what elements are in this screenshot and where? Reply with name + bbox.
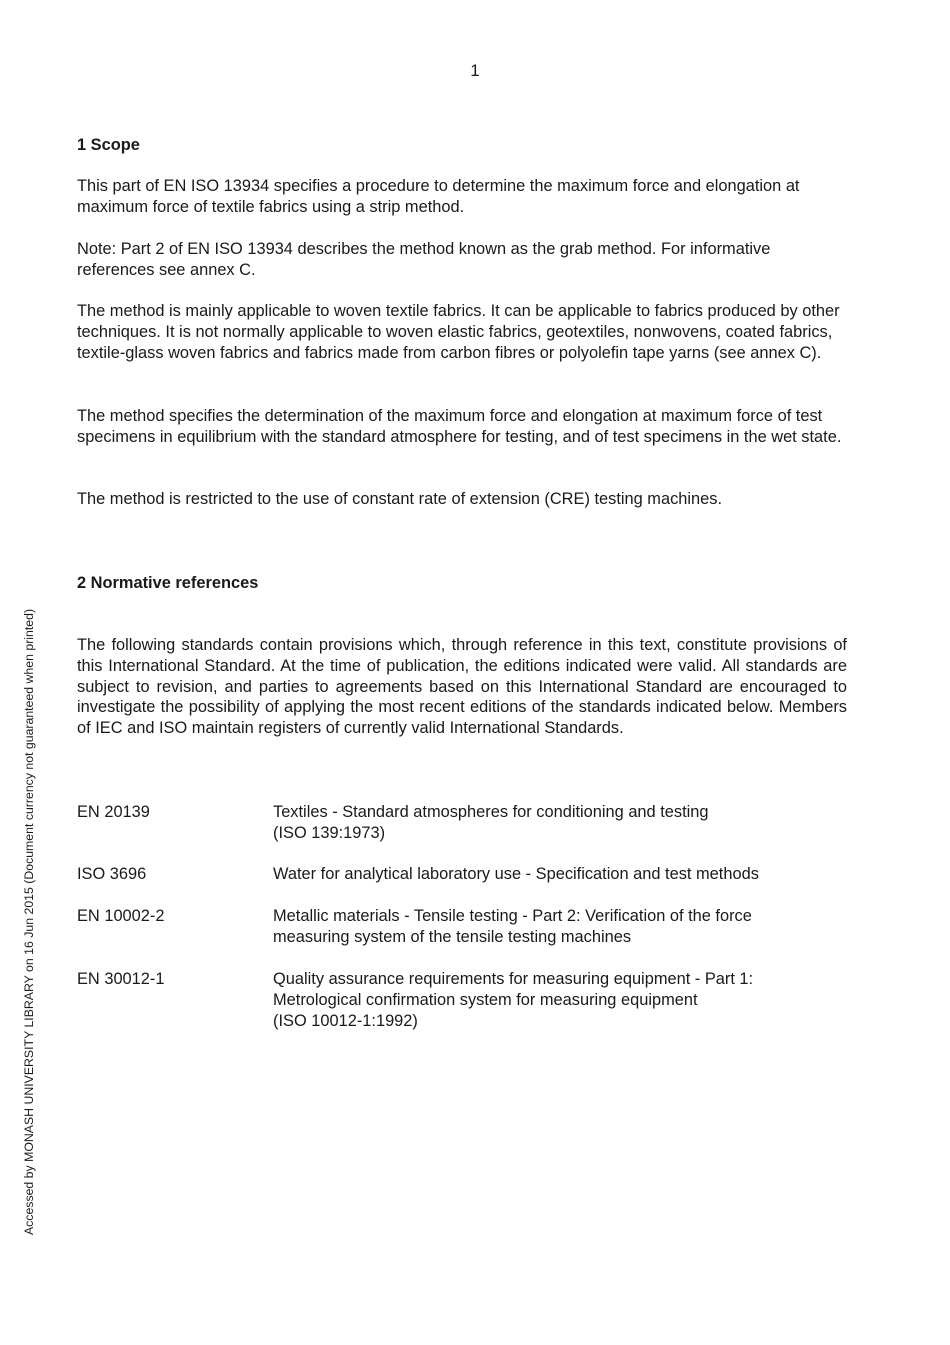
reference-title: Metallic materials - Tensile testing - Part 2: Verification of the force measuring system of the tensile testing machines [273, 907, 752, 946]
reference-code: EN 10002-2 [77, 907, 165, 925]
scope-paragraph: The method is mainly applicable to woven textile fabrics. It can be applicable to fabrics produced by other techniques. It is not normally applicable to woven elastic fabrics, geotextiles, nonwovens, coated fabrics, textile-glass woven fabrics and fabrics made from carbon fibres or polyolefin tape yarns (see annex C). [77, 302, 840, 362]
access-watermark: Accessed by MONASH UNIVERSITY LIBRARY on 16 Jun 2015 (Document currency not guaranteed when printed) [22, 608, 36, 1236]
scope-paragraph: The method is restricted to the use of constant rate of extension (CRE) testing machines. [77, 490, 723, 508]
page-number: 1 [470, 61, 480, 80]
scope-paragraph: This part of EN ISO 13934 specifies a procedure to determine the maximum force and elongation at maximum force of textile fabrics using a strip method. [77, 177, 800, 216]
normative-references-intro: The following standards contain provisions which, through reference in this text, constitute provisions of this International Standard. At the time of publication, the editions indicated were valid. All standards are subject to revision, and parties to agreements based on this International Standard are encouraged to investigate the possibility of applying the most recent editions of the standards indicated below. Members of IEC and ISO maintain registers of currently valid International Standards. [77, 636, 847, 738]
reference-code: EN 30012-1 [77, 970, 165, 988]
section-heading-normative-references: 2 Normative references [77, 574, 259, 592]
section-heading-scope: 1 Scope [77, 136, 140, 154]
reference-title: Water for analytical laboratory use - Specification and test methods [273, 865, 759, 883]
scope-paragraph: The method specifies the determination of the maximum force and elongation at maximum force of test specimens in equilibrium with the standard atmosphere for testing, and of test specimens in the wet state. [77, 407, 842, 446]
scope-note: Note: Part 2 of EN ISO 13934 describes the method known as the grab method. For informative references see annex C. [77, 240, 771, 279]
reference-title: Textiles - Standard atmospheres for conditioning and testing (ISO 139:1973) [273, 803, 709, 842]
reference-code: ISO 3696 [77, 865, 147, 883]
reference-code: EN 20139 [77, 803, 150, 821]
reference-title: Quality assurance requirements for measuring equipment - Part 1: Metrological confirmation system for measuring equipment (ISO 10012-1:1992) [273, 970, 754, 1030]
